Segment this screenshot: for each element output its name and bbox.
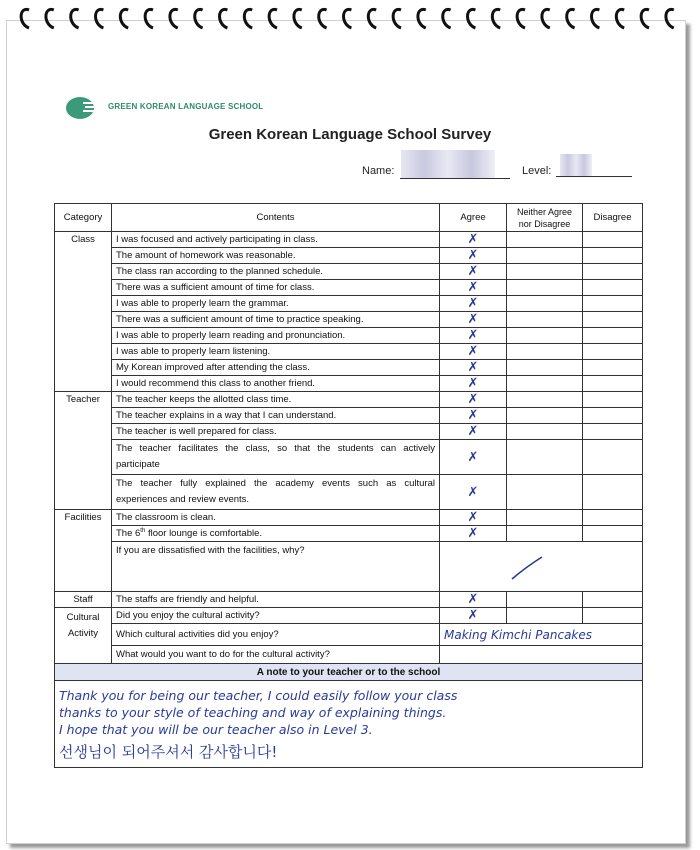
binding-ring [269, 9, 277, 28]
binding-ring [46, 9, 54, 28]
answer-cell[interactable] [507, 408, 583, 424]
question-text-part: floor lounge is comfortable. [145, 528, 263, 540]
binding-ring [542, 9, 550, 28]
answer-cell[interactable] [583, 264, 643, 280]
answer-cell[interactable] [507, 475, 583, 510]
answer-cell[interactable] [440, 376, 507, 392]
school-logo-icon [65, 96, 99, 120]
answer-cell[interactable] [507, 526, 583, 542]
dash-mark [444, 543, 647, 591]
answer-cell[interactable] [507, 510, 583, 526]
answer-cell[interactable] [440, 248, 507, 264]
answer-cell[interactable] [440, 592, 507, 608]
table-row [55, 392, 643, 408]
note-line: I hope that you will be our teacher also in Level 3. [59, 722, 373, 737]
binding-ring [443, 9, 451, 28]
question-text: Which cultural activities did you enjoy? [112, 624, 440, 646]
table-row [55, 232, 643, 248]
answer-cell[interactable] [440, 328, 507, 344]
note-box-row [55, 681, 643, 768]
answer-cell[interactable] [507, 328, 583, 344]
note-heading: A note to your teacher or to the school [55, 664, 643, 681]
answer-cell[interactable] [583, 248, 643, 264]
question-text: The teacher facilitates the class, so that the students can actively participate [112, 440, 440, 475]
answer-cell[interactable] [440, 475, 507, 510]
answer-cell[interactable] [507, 312, 583, 328]
table-row [55, 542, 643, 592]
category-cell: Facilities [55, 510, 112, 592]
binding-ring [120, 9, 128, 28]
answer-cell[interactable] [583, 424, 643, 440]
table-row [55, 440, 643, 475]
binding-ring [71, 9, 79, 28]
question-text: My Korean improved after attending the class. [112, 360, 440, 376]
question-text: The teacher fully explained the academy events such as cultural experiences and review events. [112, 475, 440, 510]
question-text: The class ran according to the planned schedule. [112, 264, 440, 280]
table-row [55, 646, 643, 664]
question-text: I was focused and actively participating in class. [112, 232, 440, 248]
answer-cell[interactable] [440, 440, 507, 475]
check-mark-icon: ✗ [467, 510, 479, 525]
table-row [55, 344, 643, 360]
binding-ring [492, 9, 500, 28]
column-header-neither: Neither Agree nor Disagree [507, 204, 583, 232]
answer-cell[interactable] [440, 392, 507, 408]
question-text: I was able to properly learn listening. [112, 344, 440, 360]
spiral-binding [0, 0, 700, 36]
answer-cell[interactable] [583, 232, 643, 248]
table-row [55, 296, 643, 312]
check-mark-icon: ✗ [467, 312, 479, 327]
question-text: The teacher is well prepared for class. [112, 424, 440, 440]
table-row [55, 424, 643, 440]
binding-ring [368, 9, 376, 28]
answer-cell[interactable] [440, 296, 507, 312]
binding-ring [96, 9, 104, 28]
binding-ring [21, 9, 29, 28]
answer-cell[interactable] [583, 526, 643, 542]
page-title: Green Korean Language School Survey [208, 126, 492, 143]
question-text: What would you want to do for the cultural activity? [112, 646, 440, 664]
response-field[interactable] [440, 624, 643, 646]
answer-cell[interactable] [507, 424, 583, 440]
table-row [55, 624, 643, 646]
answer-cell[interactable] [440, 232, 507, 248]
category-cell: Staff [55, 592, 112, 608]
school-logo-text: GREEN KOREAN LANGUAGE SCHOOL [108, 102, 264, 111]
binding-ring [616, 9, 624, 28]
question-text-sup: th [140, 527, 146, 534]
name-redaction [401, 150, 495, 178]
answer-cell[interactable] [583, 376, 643, 392]
binding-ring [344, 9, 352, 28]
response-text: Making Kimchi Pancakes [444, 627, 593, 642]
table-row [55, 360, 643, 376]
check-mark-icon: ✗ [467, 449, 479, 465]
question-text-part: The 6 [116, 528, 141, 540]
answer-cell[interactable] [583, 475, 643, 510]
category-cell: Class [55, 232, 112, 392]
answer-cell[interactable] [440, 408, 507, 424]
answer-cell[interactable] [507, 392, 583, 408]
question-text: The teacher keeps the allotted class time. [112, 392, 440, 408]
answer-cell[interactable] [507, 440, 583, 475]
check-mark-icon: ✗ [467, 608, 479, 623]
level-redaction [560, 154, 592, 176]
answer-cell[interactable] [583, 608, 643, 624]
note-text-area[interactable] [55, 681, 643, 768]
answer-cell[interactable] [440, 424, 507, 440]
answer-cell[interactable] [507, 232, 583, 248]
response-field[interactable] [440, 542, 643, 592]
survey-table [54, 203, 643, 768]
answer-cell[interactable] [583, 392, 643, 408]
answer-cell[interactable] [583, 328, 643, 344]
note-line: thanks to your style of teaching and way of explaining things. [59, 705, 447, 720]
binding-ring [244, 9, 252, 28]
question-text: The staffs are friendly and helpful. [112, 592, 440, 608]
check-mark-icon: ✗ [467, 296, 479, 311]
check-mark-icon: ✗ [467, 424, 479, 439]
check-mark-icon: ✗ [467, 408, 479, 423]
answer-cell[interactable] [583, 440, 643, 475]
binding-ring [567, 9, 575, 28]
answer-cell[interactable] [583, 344, 643, 360]
answer-cell[interactable] [440, 264, 507, 280]
answer-cell[interactable] [440, 360, 507, 376]
question-text: I was able to properly learn reading and pronunciation. [112, 328, 440, 344]
table-row [55, 608, 643, 624]
check-mark-icon: ✗ [467, 328, 479, 343]
check-mark-icon: ✗ [467, 280, 479, 295]
answer-cell[interactable] [507, 608, 583, 624]
question-text: Did you enjoy the cultural activity? [112, 608, 440, 624]
check-mark-icon: ✗ [467, 592, 479, 607]
answer-cell[interactable] [507, 344, 583, 360]
category-cell: Cultural Activity [55, 608, 112, 664]
answer-cell[interactable] [507, 248, 583, 264]
question-text: The teacher explains in a way that I can understand. [112, 408, 440, 424]
column-header-contents: Contents [112, 204, 440, 232]
binding-ring [145, 9, 153, 28]
answer-cell[interactable] [583, 510, 643, 526]
table-header-row [55, 204, 643, 232]
question-text: There was a sufficient amount of time for class. [112, 280, 440, 296]
name-field[interactable] [400, 178, 510, 179]
name-label: Name: [362, 165, 395, 177]
answer-cell[interactable] [583, 360, 643, 376]
binding-ring [592, 9, 600, 28]
column-header-agree: Agree [440, 204, 507, 232]
binding-ring [641, 9, 649, 28]
check-mark-icon: ✗ [467, 248, 479, 263]
check-mark-icon: ✗ [467, 484, 479, 500]
table-row [55, 592, 643, 608]
answer-cell[interactable] [440, 510, 507, 526]
check-mark-icon: ✗ [467, 376, 479, 391]
answer-cell[interactable] [583, 280, 643, 296]
binding-ring [319, 9, 327, 28]
check-mark-icon: ✗ [467, 264, 479, 279]
note-heading-row [55, 664, 643, 681]
binding-ring [195, 9, 203, 28]
note-line: Thank you for being our teacher, I could easily follow your class [59, 688, 458, 703]
answer-cell[interactable] [583, 296, 643, 312]
table-row [55, 248, 643, 264]
question-text: I was able to properly learn the grammar. [112, 296, 440, 312]
answer-cell[interactable] [507, 360, 583, 376]
table-row [55, 510, 643, 526]
check-mark-icon: ✗ [467, 360, 479, 375]
check-mark-icon: ✗ [467, 526, 479, 541]
answer-cell[interactable] [507, 264, 583, 280]
level-field[interactable] [556, 176, 632, 177]
answer-cell[interactable] [507, 296, 583, 312]
check-mark-icon: ✗ [467, 232, 479, 247]
check-mark-icon: ✗ [467, 344, 479, 359]
table-row [55, 264, 643, 280]
column-header-disagree: Disagree [583, 204, 643, 232]
question-text: I would recommend this class to another friend. [112, 376, 440, 392]
level-label: Level: [522, 165, 552, 177]
binding-ring [294, 9, 302, 28]
answer-cell[interactable] [507, 280, 583, 296]
answer-cell[interactable] [440, 344, 507, 360]
table-row [55, 408, 643, 424]
category-cell: Teacher [55, 392, 112, 510]
question-text: If you are dissatisfied with the facilities, why? [112, 542, 440, 592]
question-text [112, 526, 440, 542]
column-header-category: Category [55, 204, 112, 232]
table-row [55, 280, 643, 296]
answer-cell[interactable] [507, 376, 583, 392]
binding-ring [666, 9, 674, 28]
answer-cell[interactable] [507, 592, 583, 608]
table-row [55, 328, 643, 344]
binding-ring [517, 9, 525, 28]
answer-cell[interactable] [440, 280, 507, 296]
binding-ring [418, 9, 426, 28]
note-line: 선생님이 되어주셔서 감사합니다! [59, 743, 278, 761]
answer-cell[interactable] [583, 592, 643, 608]
table-row [55, 376, 643, 392]
question-text: There was a sufficient amount of time to practice speaking. [112, 312, 440, 328]
binding-ring [393, 9, 401, 28]
table-row [55, 312, 643, 328]
binding-ring [170, 9, 178, 28]
table-row [55, 475, 643, 510]
question-text: The classroom is clean. [112, 510, 440, 526]
table-row [55, 526, 643, 542]
response-field[interactable] [440, 646, 643, 664]
answer-cell[interactable] [583, 312, 643, 328]
answer-cell[interactable] [440, 608, 507, 624]
check-mark-icon: ✗ [467, 392, 479, 407]
question-text: The amount of homework was reasonable. [112, 248, 440, 264]
binding-ring [468, 9, 476, 28]
answer-cell[interactable] [440, 526, 507, 542]
answer-cell[interactable] [440, 312, 507, 328]
binding-ring [220, 9, 228, 28]
answer-cell[interactable] [583, 408, 643, 424]
